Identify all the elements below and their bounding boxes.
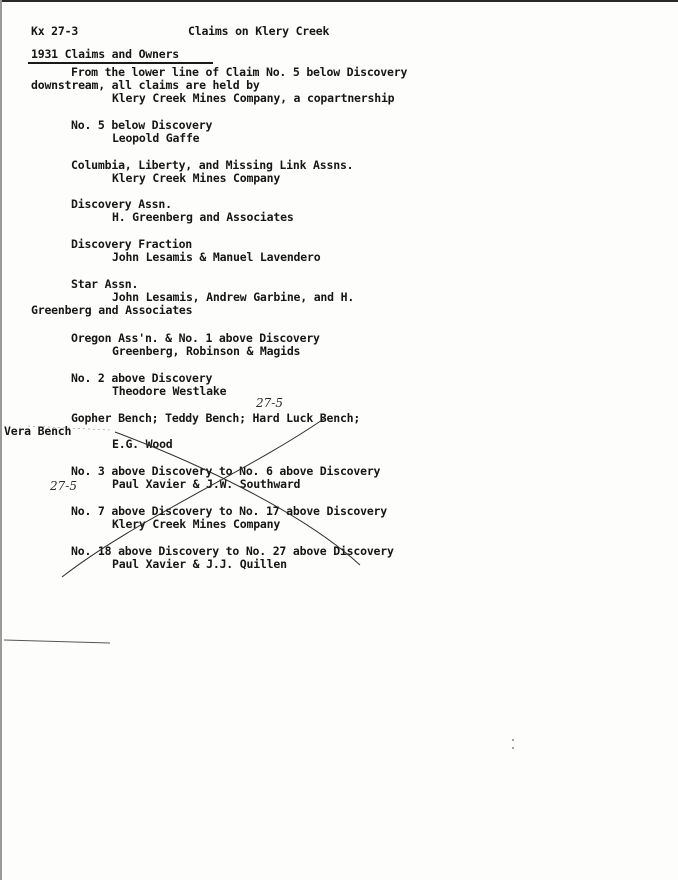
intro-line-3: Klery Creek Mines Company, a copartnership xyxy=(112,91,395,105)
claim-owner: Leopold Gaffe xyxy=(112,131,200,145)
handwritten-note: 27-5 xyxy=(50,479,77,493)
claim-label: No. 2 above Discovery xyxy=(71,371,213,385)
claim-owner: Paul Xavier & J.W. Southward xyxy=(112,477,301,491)
doc-id: Kx 27-3 xyxy=(31,24,79,38)
claim-owner: John Lesamis, Andrew Garbine, and H. xyxy=(112,290,355,304)
claim-owner: Klery Creek Mines Company xyxy=(112,517,281,531)
faint-pencil-line xyxy=(28,426,110,430)
claim-owner: H. Greenberg and Associates xyxy=(112,210,294,224)
claim-owner: Klery Creek Mines Company xyxy=(112,171,281,185)
claim-label: Gopher Bench; Teddy Bench; Hard Luck Bench; xyxy=(71,411,361,425)
margin-rule xyxy=(4,640,110,643)
intro-line-1: From the lower line of Claim No. 5 below Discovery xyxy=(71,65,408,79)
claim-label: Discovery Fraction xyxy=(71,237,193,251)
doc-title: Claims on Klery Creek xyxy=(188,24,330,38)
claim-label: Star Assn. xyxy=(71,277,139,291)
claim-label: No. 18 above Discovery to No. 27 above Discovery xyxy=(71,544,394,558)
claim-label: Discovery Assn. xyxy=(71,197,172,211)
claim-owner: E.G. Wood xyxy=(112,437,173,451)
strike-stroke-descending xyxy=(115,432,360,565)
claim-owner: Paul Xavier & J.J. Quillen xyxy=(112,557,287,571)
claim-label: Columbia, Liberty, and Missing Link Assns. xyxy=(71,158,354,172)
strike-stroke-ascending xyxy=(62,418,325,577)
claim-label: Oregon Ass'n. & No. 1 above Discovery xyxy=(71,331,320,345)
claim-owner-continued: Greenberg and Associates xyxy=(31,303,193,317)
claim-label: No. 7 above Discovery to No. 17 above Discovery xyxy=(71,504,388,518)
claim-owner: Theodore Westlake xyxy=(112,384,227,398)
section-heading: 1931 Claims and Owners xyxy=(31,47,179,61)
claim-label-continued: Vera Bench xyxy=(4,424,72,438)
intro-line-2: downstream, all claims are held by xyxy=(31,78,260,92)
claim-label: No. 5 below Discovery xyxy=(71,118,213,132)
page-speck xyxy=(512,747,514,749)
handwritten-note: 27-5 xyxy=(256,396,283,410)
claim-owner: Greenberg, Robinson & Magids xyxy=(112,344,301,358)
page-speck xyxy=(512,739,514,741)
claim-label: No. 3 above Discovery to No. 6 above Discovery xyxy=(71,464,381,478)
claim-owner: John Lesamis & Manuel Lavendero xyxy=(112,250,321,264)
